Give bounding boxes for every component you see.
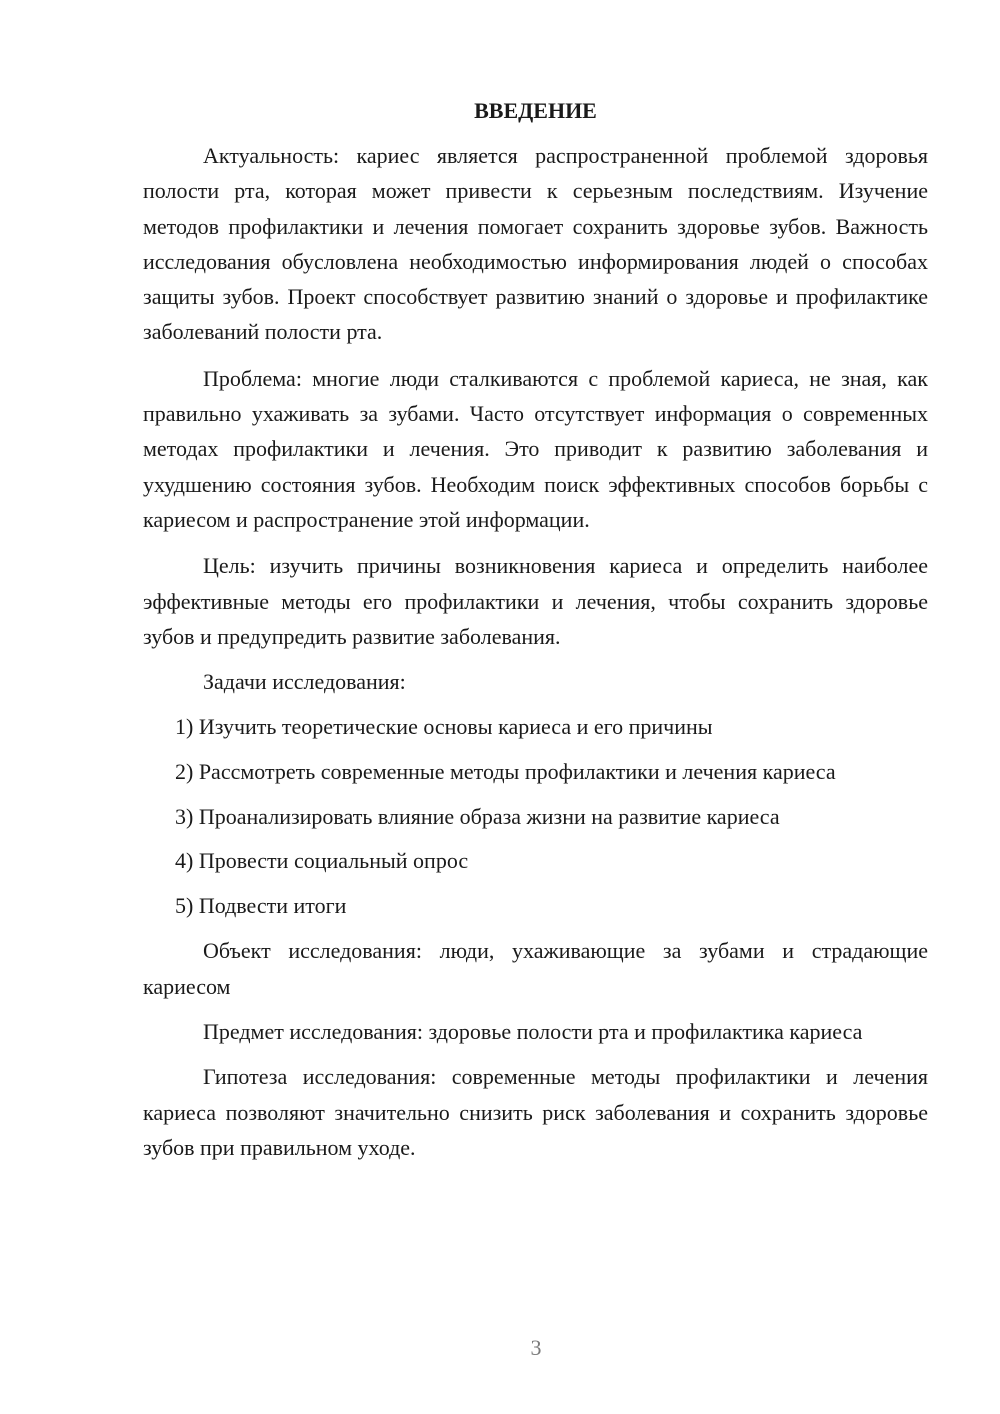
page-number: 3 (530, 1335, 542, 1360)
task-item: 4) Провести социальный опрос (175, 848, 469, 874)
document-page (143, 96, 928, 1165)
task-item: 3) Проанализировать влияние образа жизни на развитие кариеса (175, 803, 780, 829)
tasks-heading: Задачи исследования: (203, 669, 406, 695)
task-item: 5) Подвести итоги (175, 893, 347, 919)
task-item: 1) Изучить теоретические основы кариеса и его причины (175, 713, 713, 739)
problem-paragraph: Проблема: многие люди сталкиваются с проблемой кариеса, не зная, как правильно ухаживать за зубами. Часто отсутствует информация о современных методах профилактики и лечения. Это приводит к развитию заболевания и ухудшению состояния зубов. Необходим поиск эффективных способов борьбы с кариесом и распространение этой информации. (143, 365, 928, 532)
goal-paragraph: Цель: изучить причины возникновения кариеса и определить наиболее эффективные методы его профилактики и лечения, чтобы сохранить здоровье зубов и предупредить развитие заболевания. (143, 553, 928, 649)
relevance-paragraph: Актуальность: кариес является распространенной проблемой здоровья полости рта, которая может привести к серьезным последствиям. Изучение методов профилактики и лечения помогает сохранить здоровье зубов. Важность исследования обусловлена необходимостью информирования людей о способах защиты зубов. Проект способствует развитию знаний о здоровье и профилактике заболеваний полости рта. (143, 143, 928, 345)
task-item: 2) Рассмотреть современные методы профилактики и лечения кариеса (175, 758, 836, 784)
tasks-list (143, 709, 928, 923)
subject-paragraph: Предмет исследования: здоровье полости рта и профилактика кариеса (203, 1019, 863, 1045)
hypothesis-paragraph: Гипотеза исследования: современные методы профилактики и лечения кариеса позволяют значительно снизить риск заболевания и сохранить здоровье зубов при правильном уходе. (143, 1064, 928, 1160)
page-title: ВВЕДЕНИЕ (474, 98, 597, 123)
object-paragraph: Объект исследования: люди, ухаживающие за зубами и страдающие кариесом (143, 938, 928, 999)
